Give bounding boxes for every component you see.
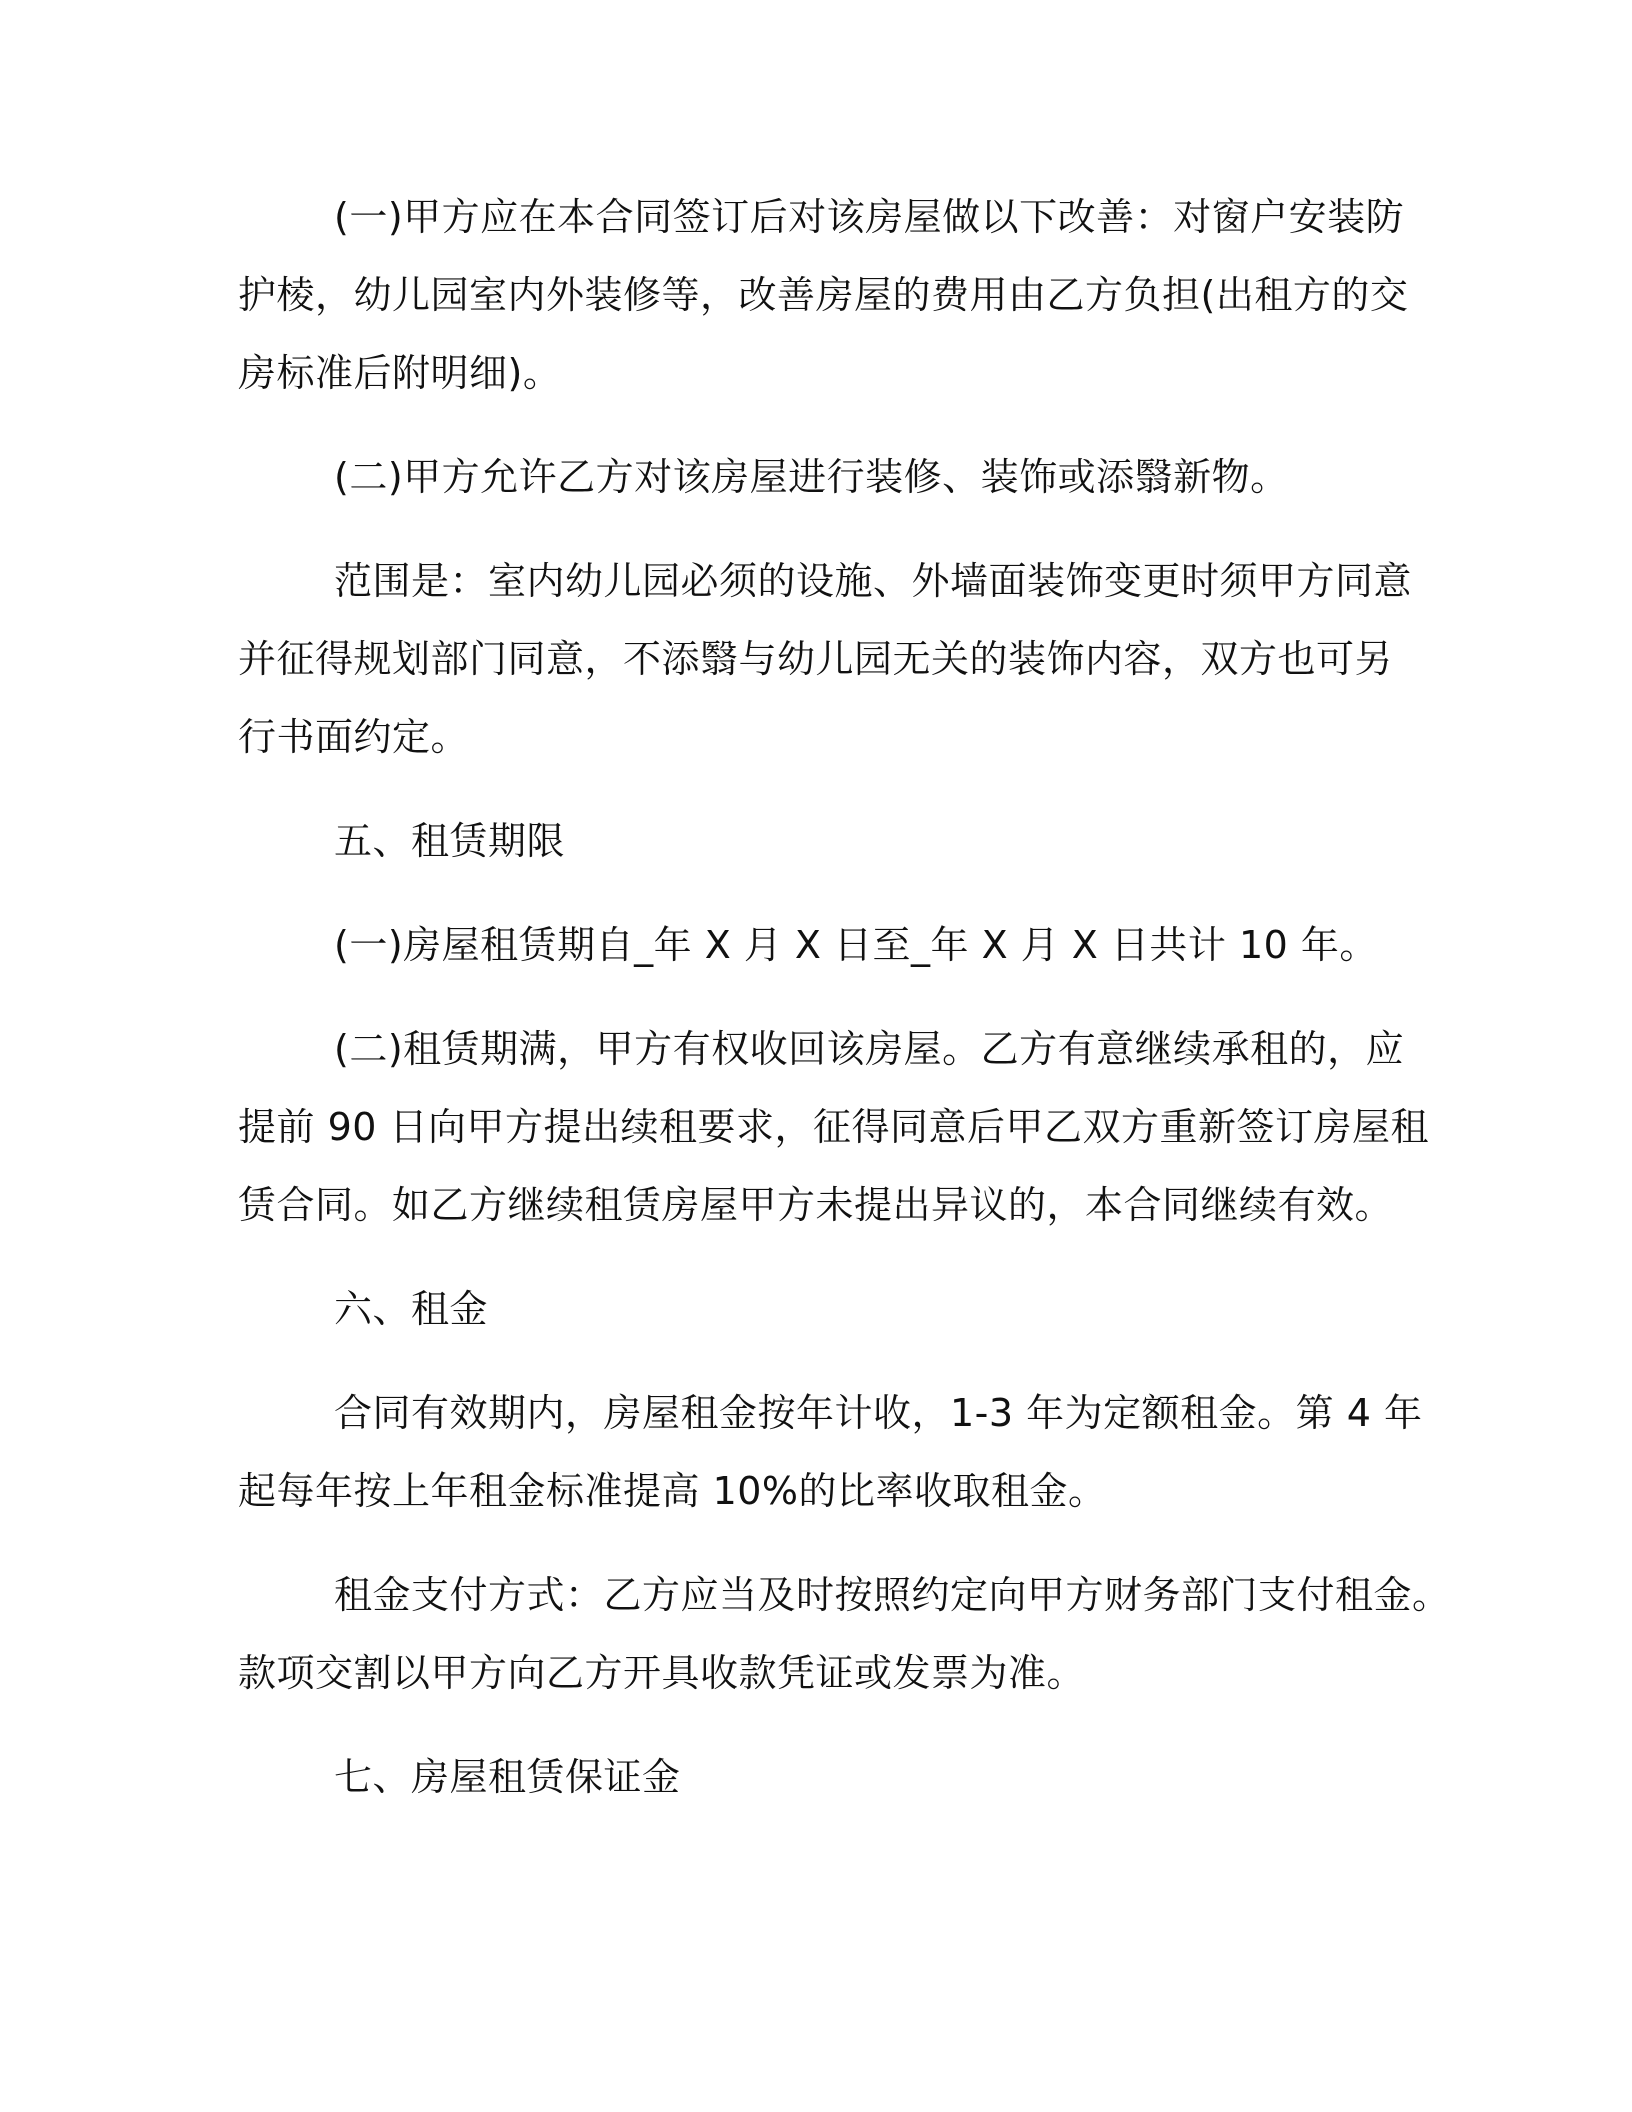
text-line: (一)甲方应在本合同签订后对该房屋做以下改善：对窗户安装防 <box>334 195 1405 239</box>
text-line: (二)甲方允许乙方对该房屋进行装修、装饰或添翳新物。 <box>334 455 1289 499</box>
text-line: (二)租赁期满，甲方有权收回该房屋。乙方有意继续承租的，应 <box>334 1027 1405 1071</box>
text-line: 范围是：室内幼儿园必须的设施、外墙面装饰变更时须甲方同意 <box>334 559 1413 603</box>
text-line: 租金支付方式：乙方应当及时按照约定向甲方财务部门支付租金。 <box>334 1573 1451 1617</box>
section-heading-rent <box>238 1270 1398 1348</box>
section-heading-lease-term <box>238 802 1398 880</box>
section-heading: 五、租赁期限 <box>334 819 566 863</box>
paragraph-rent-terms <box>238 1374 1423 1530</box>
section-heading: 七、房屋租赁保证金 <box>334 1755 681 1799</box>
paragraph-lease-renewal <box>238 1010 1430 1244</box>
text-line: 房标准后附明细)。 <box>238 351 562 395</box>
text-line: 提前 90 日向甲方提出续租要求，征得同意后甲乙双方重新签订房屋租 <box>238 1105 1430 1149</box>
text-line: (一)房屋租赁期自_年 X 月 X 日至_年 X 月 X 日共计 10 年。 <box>334 923 1378 967</box>
paragraph-decoration-scope <box>238 542 1413 776</box>
paragraph-decoration-permission <box>238 438 1398 516</box>
paragraph-lease-period <box>238 906 1398 984</box>
text-line: 并征得规划部门同意，不添翳与幼儿园无关的装饰内容，双方也可另 <box>238 637 1394 681</box>
text-line: 合同有效期内，房屋租金按年计收，1-3 年为定额租金。第 4 年 <box>334 1391 1423 1435</box>
text-line: 护棱，幼儿园室内外装修等，改善房屋的费用由乙方负担(出租方的交 <box>238 273 1409 317</box>
paragraph-improvement <box>238 178 1409 412</box>
section-heading: 六、租金 <box>334 1287 489 1331</box>
paragraph-rent-payment <box>238 1556 1451 1712</box>
document-body <box>238 178 1451 1842</box>
text-line: 款项交割以甲方向乙方开具收款凭证或发票为准。 <box>238 1651 1086 1695</box>
text-line: 行书面约定。 <box>238 715 470 759</box>
text-line: 起每年按上年租金标准提高 10%的比率收取租金。 <box>238 1469 1107 1513</box>
section-heading-deposit <box>238 1738 1398 1816</box>
text-line: 赁合同。如乙方继续租赁房屋甲方未提出异议的，本合同继续有效。 <box>238 1183 1394 1227</box>
